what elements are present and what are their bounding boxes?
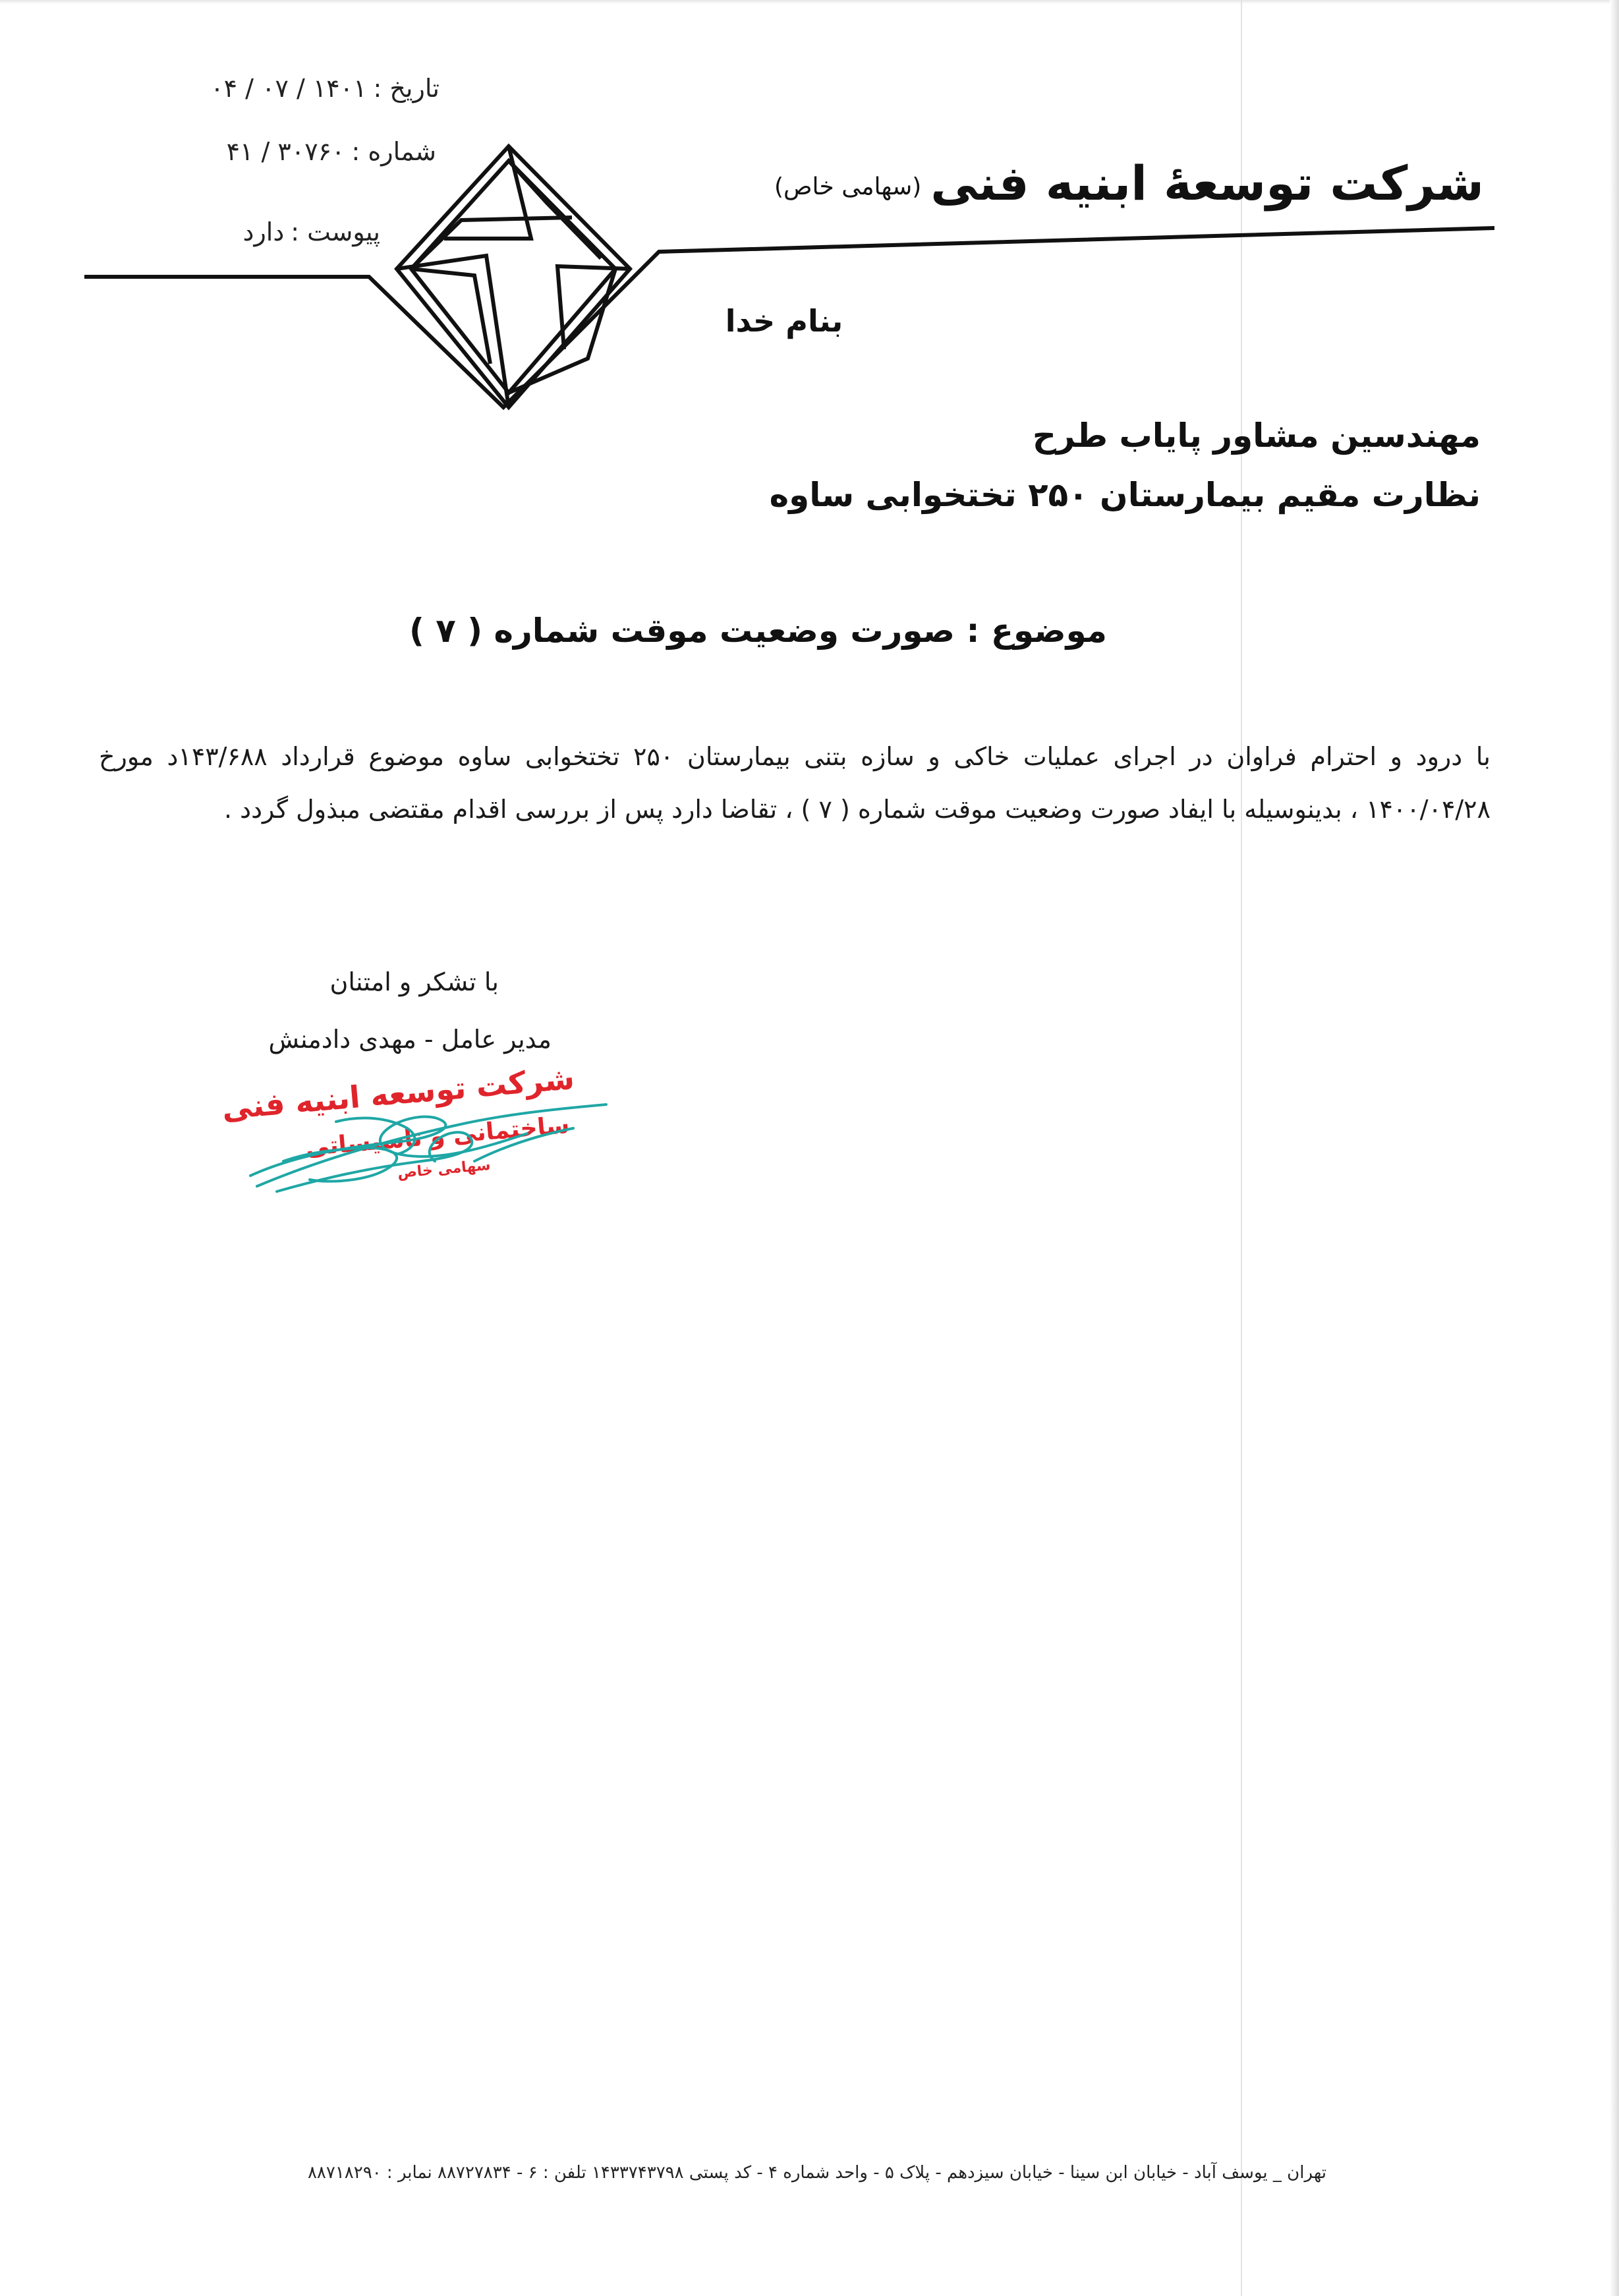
letter-body: با درود و احترام فراوان در اجرای عملیات خاکی و سازه بتنی بیمارستان ۲۵۰ تختخوابی ساوه موضوع قرارداد ۱۴۳/۶۸۸د مورخ ۱۴۰۰/۰۴/۲۸ ، بدینوسیله با ایفاد صورت وضعیت موقت شماره ( ۷ ) ، تقاضا دارد پس از بررسی اقدام مقتضی مبذول گردد . (99, 742, 1491, 824)
letter-date (210, 74, 440, 103)
letter-attachment (243, 217, 380, 246)
letter-attachment-value: دارد (242, 217, 285, 246)
paper-fold-line (1241, 0, 1242, 2296)
addressee-line-1: مهندسین مشاور پایاب طرح (1032, 416, 1481, 455)
letter-date-label: تاریخ : (373, 74, 440, 103)
letter-attachment-label: پیوست : (291, 217, 380, 246)
closing-signer: مدیر عامل - مهدی دادمنش (268, 1025, 552, 1054)
company-type: (سهامی خاص) (774, 173, 922, 200)
stamp-line-1: شرکت توسعه ابنیه فنی (220, 1060, 576, 1127)
letter-number (227, 137, 436, 166)
signature-icon (237, 1062, 626, 1194)
basmala: بنام خدا (725, 303, 843, 339)
company-stamp (220, 1060, 626, 1194)
scan-edge-top (0, 0, 1619, 4)
scan-edge-right (1610, 0, 1619, 2296)
letter-number-label: شماره : (351, 137, 436, 166)
letter-number-value: ۳۰۷۶۰ / ۴۱ (226, 137, 345, 166)
company-logo-icon (391, 140, 655, 416)
footer-address: تهران _ یوسف آباد - خیابان ابن سینا - خیابان سیزدهم - پلاک ۵ - واحد شماره ۴ - کد پستی ۱۴۳۳۷۴۳۷۹۸ تلفن : ۶ - ۸۸۷۲۷۸۳۴ نمابر : ۸۸۷۱۸۲۹۰ (307, 2163, 1327, 2183)
closing-thanks: با تشکر و امتنان (329, 967, 499, 996)
letter-subject: موضوع : صورت وضعیت موقت شماره ( ۷ ) (409, 612, 1107, 650)
letter-date-value: ۱۴۰۱ / ۰۷ / ۰۴ (210, 74, 367, 103)
addressee-line-2: نظارت مقیم بیمارستان ۲۵۰ تختخوابی ساوه (769, 476, 1481, 514)
company-name (774, 156, 1484, 211)
stamp-line-2: ساختمانی و تاسیساتی (304, 1111, 571, 1162)
company-name-text: شرکت توسعهٔ ابنیه فنی (930, 156, 1484, 211)
stamp-line-3: سهامی خاص (397, 1157, 492, 1182)
